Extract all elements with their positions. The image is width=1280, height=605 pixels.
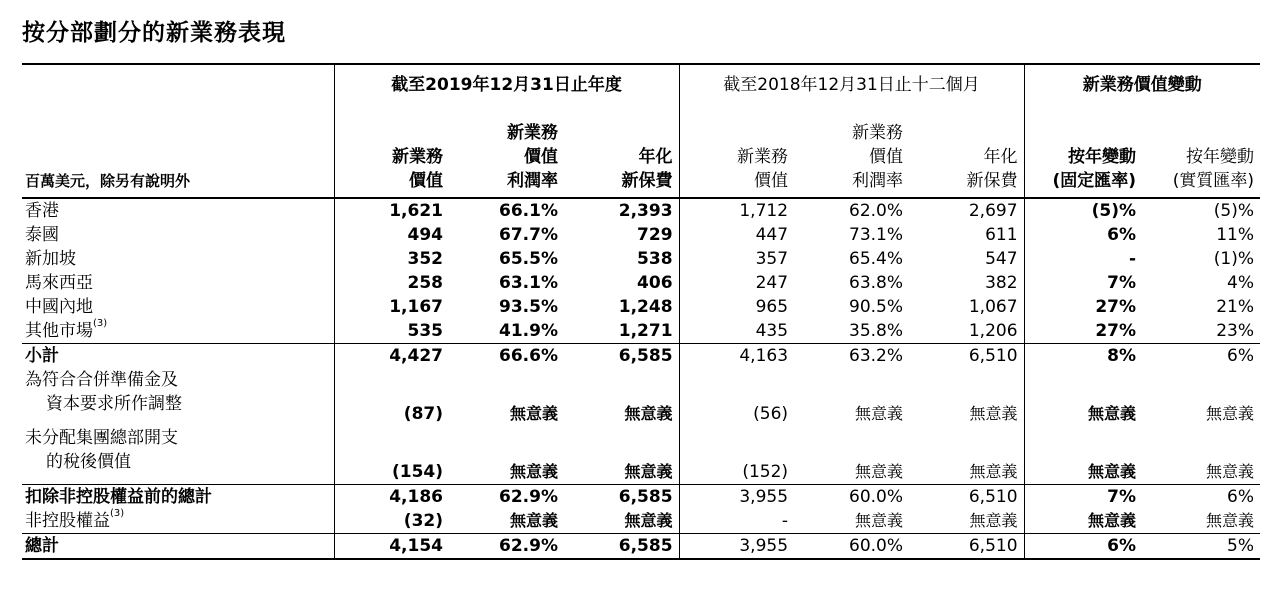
table-cell: 435 xyxy=(679,319,794,344)
table-cell: 23% xyxy=(1216,321,1255,341)
table-cell: 6,510 xyxy=(909,485,1024,510)
table-cell: 65.4% xyxy=(849,249,904,269)
table-cell: 63.8% xyxy=(849,273,904,293)
table-cell: (5)% xyxy=(1213,201,1255,221)
table-cell: 63.1% xyxy=(499,273,558,293)
row-label: 扣除非控股權益前的總計 xyxy=(22,485,334,510)
table-cell: 無意義 xyxy=(969,404,1018,423)
blank-header xyxy=(22,64,334,105)
table-cell: (87) xyxy=(334,368,449,426)
table-cell: 27% xyxy=(1024,295,1142,319)
table-cell: 27% xyxy=(1024,319,1142,344)
table-cell: 無意義 xyxy=(624,462,673,481)
table-cell: 無意義 xyxy=(624,511,673,530)
table-cell: 62.0% xyxy=(849,201,904,221)
adjustment-row-reserves xyxy=(22,368,1260,426)
table-cell: 90.5% xyxy=(849,297,904,317)
table-cell: 21% xyxy=(1216,297,1255,317)
col-header-change-cer: 按年變動 (固定匯率) xyxy=(1024,105,1142,198)
table-cell: 7% xyxy=(1024,485,1142,510)
table-cell: 無意義 xyxy=(855,511,904,530)
table-cell: 1,712 xyxy=(679,198,794,223)
table-cell: 11% xyxy=(1216,225,1255,245)
table-cell: (152) xyxy=(679,426,794,485)
total-row xyxy=(22,534,1260,560)
row-label: 非控股權益$^{(3)}$ xyxy=(25,508,125,531)
table-cell: 6% xyxy=(1024,223,1142,247)
table-cell: 535 xyxy=(334,319,449,344)
col-header-2018-ape: 年化 新保費 xyxy=(909,105,1024,198)
table-row xyxy=(22,295,1260,319)
column-header-row xyxy=(22,105,1260,198)
table-cell: 406 xyxy=(637,273,673,293)
table-cell: 無意義 xyxy=(969,462,1018,481)
table-cell: 35.8% xyxy=(849,321,904,341)
table-cell: 6% xyxy=(1142,485,1260,510)
table-cell: 41.9% xyxy=(499,321,558,341)
table-cell: 無意義 xyxy=(1024,509,1142,534)
table-cell: 3,955 xyxy=(679,485,794,510)
table-cell: 無意義 xyxy=(1206,462,1255,481)
pre-nci-total-row xyxy=(22,485,1260,510)
table-cell: 4,163 xyxy=(679,344,794,369)
row-label: 泰國 xyxy=(25,225,59,245)
table-cell: 6% xyxy=(1142,344,1260,369)
table-cell: 1,271 xyxy=(618,321,673,341)
table-cell: 1,621 xyxy=(334,198,449,223)
page-title: 按分部劃分的新業務表現 xyxy=(22,20,286,46)
table-cell: 無意義 xyxy=(1206,404,1255,423)
subtotal-row xyxy=(22,344,1260,369)
row-label: 香港 xyxy=(25,201,59,221)
table-cell: 447 xyxy=(679,223,794,247)
table-row xyxy=(22,198,1260,223)
table-cell: (32) xyxy=(334,509,449,534)
row-label: 小計 xyxy=(22,344,334,369)
table-cell: 6% xyxy=(1024,534,1142,560)
table-cell: 60.0% xyxy=(794,534,909,560)
table-cell: 63.2% xyxy=(794,344,909,369)
table-cell: 67.7% xyxy=(499,225,558,245)
table-cell: 352 xyxy=(334,247,449,271)
table-cell: 6,585 xyxy=(564,485,679,510)
group-header-change: 新業務價值變動 xyxy=(1024,64,1260,105)
row-label: 中國內地 xyxy=(25,297,93,317)
table-row xyxy=(22,247,1260,271)
table-cell: (1)% xyxy=(1213,249,1255,269)
table-cell: 729 xyxy=(637,225,673,245)
row-label: 為符合合併準備金及 資本要求所作調整 xyxy=(25,370,182,414)
table-cell: 無意義 xyxy=(1024,426,1142,485)
row-label: 未分配集團總部開支 的稅後價值 xyxy=(25,428,178,472)
table-cell: 6,510 xyxy=(909,534,1024,560)
table-row xyxy=(22,271,1260,295)
col-header-2018-vonb: 新業務 價值 xyxy=(679,105,794,198)
table-cell: 4,427 xyxy=(334,344,449,369)
table-cell: 247 xyxy=(679,271,794,295)
table-cell: 6,585 xyxy=(564,344,679,369)
new-business-table xyxy=(22,63,1260,560)
table-row xyxy=(22,223,1260,247)
table-cell: 62.9% xyxy=(449,534,564,560)
unit-label: 百萬美元，除另有說明外 xyxy=(22,105,334,198)
row-label: 新加坡 xyxy=(25,249,76,269)
nci-row xyxy=(22,509,1260,534)
table-cell: 無意義 xyxy=(855,462,904,481)
table-cell: 4,154 xyxy=(334,534,449,560)
table-cell: 258 xyxy=(334,271,449,295)
col-header-change-aer: 按年變動 (實質匯率) xyxy=(1142,105,1260,198)
table-cell: 4% xyxy=(1227,273,1255,293)
table-cell: 357 xyxy=(679,247,794,271)
table-cell: 8% xyxy=(1024,344,1142,369)
table-cell: 66.6% xyxy=(449,344,564,369)
table-cell: 1,067 xyxy=(968,297,1018,317)
table-cell: 538 xyxy=(637,249,673,269)
table-cell: 1,248 xyxy=(618,297,673,317)
table-cell: 66.1% xyxy=(499,201,558,221)
table-cell: 965 xyxy=(679,295,794,319)
table-cell: 1,167 xyxy=(334,295,449,319)
table-cell: 611 xyxy=(985,225,1018,245)
table-cell: (56) xyxy=(679,368,794,426)
table-cell: 547 xyxy=(985,249,1018,269)
table-cell: 無意義 xyxy=(624,404,673,423)
table-body xyxy=(22,198,1260,559)
table-cell: 93.5% xyxy=(499,297,558,317)
table-cell: 6,510 xyxy=(909,344,1024,369)
table-cell: 73.1% xyxy=(849,225,904,245)
table-cell: 4,186 xyxy=(334,485,449,510)
table-row xyxy=(22,319,1260,344)
table-cell: 6,585 xyxy=(564,534,679,560)
table-cell: 1,206 xyxy=(968,321,1018,341)
row-label: 其他市場$^{(3)}$ xyxy=(25,318,108,341)
col-header-2018-margin: 新業務 價值 利潤率 xyxy=(794,105,909,198)
adjustment-row-group-office xyxy=(22,426,1260,485)
table-cell: 7% xyxy=(1024,271,1142,295)
table-cell: 60.0% xyxy=(794,485,909,510)
table-cell: 5% xyxy=(1142,534,1260,560)
col-header-2019-margin: 新業務 價值 利潤率 xyxy=(449,105,564,198)
group-header-2018: 截至2018年12月31日止十二個月 xyxy=(679,64,1024,105)
table-cell: 無意義 xyxy=(509,404,558,423)
table-cell: 2,697 xyxy=(968,201,1018,221)
table-cell: - xyxy=(1024,247,1142,271)
table-cell: 無意義 xyxy=(1206,511,1255,530)
table-cell: 62.9% xyxy=(449,485,564,510)
table-cell: 無意義 xyxy=(969,511,1018,530)
table-cell: 2,393 xyxy=(618,201,673,221)
row-label: 總計 xyxy=(22,534,334,560)
table-cell: 382 xyxy=(985,273,1018,293)
col-header-2019-vonb: 新業務 價值 xyxy=(334,105,449,198)
group-header-2019: 截至2019年12月31日止年度 xyxy=(334,64,679,105)
table-cell: (154) xyxy=(334,426,449,485)
table-cell: 3,955 xyxy=(679,534,794,560)
table-cell: 無意義 xyxy=(509,462,558,481)
table-cell: 無意義 xyxy=(509,511,558,530)
table-cell: - xyxy=(679,509,794,534)
col-header-2019-ape: 年化 新保費 xyxy=(564,105,679,198)
table-cell: 494 xyxy=(334,223,449,247)
table-cell: 65.5% xyxy=(499,249,558,269)
table-cell: 無意義 xyxy=(1024,368,1142,426)
table-cell: 無意義 xyxy=(855,404,904,423)
table-cell: (5)% xyxy=(1024,198,1142,223)
group-header-row xyxy=(22,64,1260,105)
row-label: 馬來西亞 xyxy=(25,273,93,293)
